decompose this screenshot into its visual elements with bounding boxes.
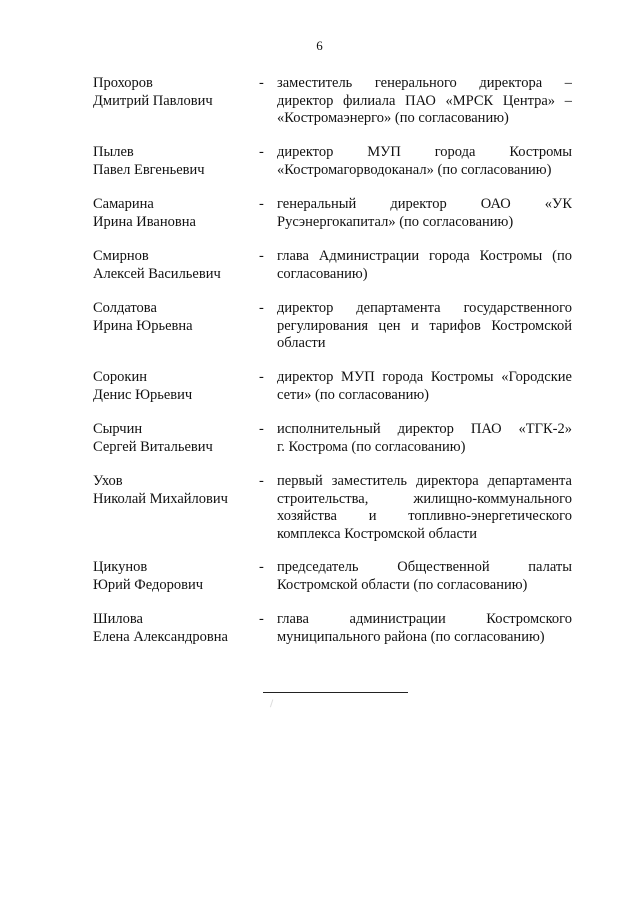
role-line: регулирования цен и тарифов Костромской: [277, 317, 572, 334]
member-role: [277, 421, 572, 456]
member-role: [277, 559, 572, 594]
member-given-names: Ирина Ивановна: [93, 213, 196, 230]
role-line: директор МУП города Костромы: [277, 144, 572, 160]
role-line: директор МУП города Костромы «Городские: [277, 369, 572, 385]
entry-dash: -: [259, 473, 264, 489]
role-line: исполнительный директор ПАО «ТГК-2»: [277, 421, 572, 437]
member-given-names: Николай Михайлович: [93, 490, 228, 507]
member-given-names: Дмитрий Павлович: [93, 92, 213, 109]
role-line: Костромской области (по согласованию): [277, 576, 528, 593]
role-line: сети» (по согласованию): [277, 386, 430, 403]
member-given-names: Сергей Витальевич: [93, 438, 213, 455]
member-name: [93, 369, 258, 404]
role-line: муниципального района (по согласованию): [277, 628, 545, 645]
member-role: [277, 473, 572, 543]
member-surname: Прохоров: [93, 75, 153, 91]
entry-dash: -: [259, 611, 264, 627]
role-line: области: [277, 335, 326, 351]
entry-dash: -: [259, 75, 264, 91]
member-role: [277, 75, 572, 128]
role-line: «Костромагорводоканал» (по согласованию): [277, 161, 552, 178]
role-line: директор департамента государственного: [277, 300, 572, 316]
entry-dash: -: [259, 144, 264, 160]
role-line: директор филиала ПАО «МРСК Центра» –: [277, 92, 572, 109]
member-surname: Шилова: [93, 611, 143, 627]
member-role: [277, 248, 572, 283]
role-line: глава Администрации города Костромы (по: [277, 248, 572, 264]
member-role: [277, 300, 572, 353]
page-number: 6: [316, 38, 323, 53]
member-name: [93, 300, 258, 335]
member-name: [93, 248, 258, 283]
role-line: согласованию): [277, 265, 368, 282]
member-surname: Сырчин: [93, 421, 143, 437]
member-role: [277, 196, 572, 231]
role-line: генеральный директор ОАО «УК: [277, 196, 572, 212]
member-name: [93, 196, 258, 231]
member-surname: Смирнов: [93, 248, 149, 264]
member-name: [93, 75, 258, 110]
entry-dash: -: [259, 300, 264, 316]
entry-dash: -: [259, 421, 264, 437]
member-role: [277, 611, 572, 646]
member-given-names: Алексей Васильевич: [93, 265, 221, 282]
end-of-list-rule: [263, 692, 408, 693]
member-given-names: Денис Юрьевич: [93, 386, 193, 403]
member-given-names: Ирина Юрьевна: [93, 317, 193, 334]
member-role: [277, 144, 572, 179]
role-line: комплекса Костромской области: [277, 525, 478, 542]
role-line: хозяйства и топливно-энергетического: [277, 508, 572, 524]
entry-dash: -: [259, 196, 264, 212]
member-surname: Пылев: [93, 144, 134, 160]
member-surname: Самарина: [93, 196, 154, 212]
role-line: Русэнергокапитал» (по согласованию): [277, 213, 514, 230]
member-given-names: Елена Александровна: [93, 628, 228, 645]
role-line: заместитель генерального директора –: [277, 75, 572, 91]
role-line: председатель Общественной палаты: [277, 559, 572, 575]
member-name: [93, 559, 258, 594]
member-surname: Ухов: [93, 473, 123, 489]
role-line: глава администрации Костромского: [277, 611, 572, 627]
member-role: [277, 369, 572, 404]
entry-dash: -: [259, 369, 264, 385]
member-name: [93, 421, 258, 456]
member-given-names: Юрий Федорович: [93, 576, 204, 593]
member-surname: Солдатова: [93, 300, 157, 316]
role-line: строительства, жилищно-коммунального: [277, 490, 572, 507]
role-line: «Костромаэнерго» (по согласованию): [277, 110, 509, 126]
member-surname: Цикунов: [93, 559, 148, 575]
role-line: г. Кострома (по согласованию): [277, 438, 466, 455]
member-name: [93, 473, 258, 508]
entry-dash: -: [259, 559, 264, 575]
member-name: [93, 611, 258, 646]
role-line: первый заместитель директора департамента: [277, 473, 572, 489]
scan-artifact: [270, 699, 277, 708]
member-given-names: Павел Евгеньевич: [93, 161, 205, 178]
member-name: [93, 144, 258, 179]
member-surname: Сорокин: [93, 369, 147, 385]
entry-dash: -: [259, 248, 264, 264]
